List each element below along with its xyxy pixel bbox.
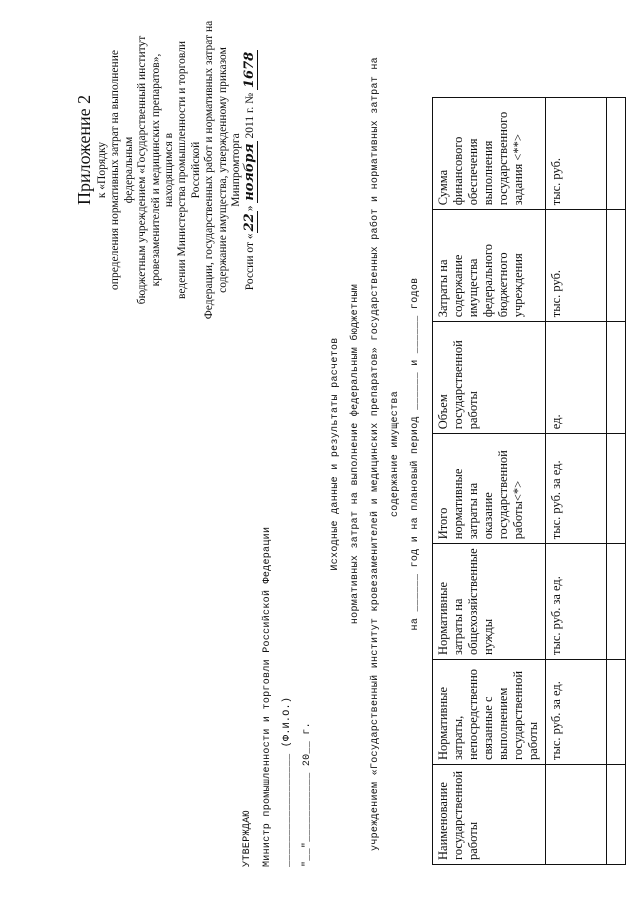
heading-line-3: учреждением «Государственный институт кровезаменителей и медицинских препаратов» государственных работ и нормативных затрат на — [370, 57, 381, 851]
heading-line-1: Исходные данные и результаты расчетов — [330, 337, 341, 571]
calculation-table — [432, 97, 626, 865]
table-unit-cell: тыс. руб. за ед. — [546, 434, 607, 544]
table-unit-cell: ед. — [546, 322, 607, 434]
table-header-cell: Итого нормативные затраты на оказание государственной работы<*> — [433, 434, 546, 544]
table-header-cell: Наименование государственной работы — [433, 765, 546, 865]
handwritten-order-number: 1678 — [242, 51, 258, 88]
table-cell — [607, 544, 626, 660]
table-header-cell: Объем государственной работы — [433, 322, 546, 434]
appendix-line: Федерации, государственных работ и нормативных затрат на — [203, 20, 216, 320]
table-unit-cell: тыс. руб. за ед. — [546, 544, 607, 660]
approval-block — [238, 527, 318, 867]
table-unit-cell: тыс. руб. — [546, 210, 607, 322]
table-unit-cell — [546, 765, 607, 865]
table-header-cell: Нормативные затраты, непосредственно связанные с выполнением государственной работы — [433, 660, 546, 765]
appendix-line: определения нормативных затрат на выполнение федеральным — [109, 50, 135, 290]
heading-line-2: нормативных затрат на выполнение федеральным бюджетным — [350, 283, 361, 625]
table-units-row — [546, 98, 607, 865]
order-prefix: России от « — [244, 233, 257, 291]
table-cell — [607, 322, 626, 434]
appendix-line: бюджетным учреждением «Государственный институт — [136, 35, 149, 305]
heading-line-5: на ______ год и на плановый период ______ и ______ годов — [410, 277, 421, 631]
document-heading — [326, 23, 426, 885]
approval-signature-line: __________________ (Ф.И.О.) — [282, 696, 293, 867]
table-header-cell: Затраты на содержание имущества федерального бюджетного учреждения — [433, 210, 546, 322]
table-cell — [607, 98, 626, 210]
table-row — [607, 98, 626, 865]
appendix-order-date-line: России от «22» ноября 2011 г. № 1678 — [242, 51, 258, 291]
approval-fio: (Ф.И.О.) — [282, 696, 293, 748]
appendix-line: содержание имущества, утвержденному приказом Минпромторга — [216, 47, 243, 293]
approval-date: "__"___________ 20__ г. — [302, 722, 313, 867]
handwritten-month: ноября — [242, 143, 258, 201]
table-cell — [607, 765, 626, 865]
table-cell — [607, 210, 626, 322]
handwritten-day: 22 — [242, 213, 258, 232]
appendix-text — [96, 20, 258, 320]
order-year: 2011 г. № — [244, 92, 257, 139]
table-unit-cell: тыс. руб. за ед. — [546, 660, 607, 765]
appendix-line: кровезаменителей и медицинских препаратов», находящимся в — [149, 53, 176, 287]
table-unit-cell: тыс. руб. — [546, 98, 607, 210]
table-cell — [607, 434, 626, 544]
approval-heading: УТВЕРЖДАЮ — [242, 810, 253, 867]
approval-minister: Министр промышленности и торговли Российской Федерации — [262, 526, 273, 867]
table-header-cell: Нормативные затраты на общехозяйственные нужды — [433, 544, 546, 660]
heading-line-4: содержание имущества — [390, 390, 401, 518]
table-header-cell: Сумма финансового обеспечения выполнения государственного задания <**> — [433, 98, 546, 210]
table-header-row — [433, 98, 546, 865]
table-cell — [607, 660, 626, 765]
appendix-line: к «Порядку — [96, 141, 108, 199]
appendix-line: ведении Министерства промышленности и торговли Российской — [176, 40, 202, 300]
appendix-title: Приложение 2 — [74, 94, 94, 205]
